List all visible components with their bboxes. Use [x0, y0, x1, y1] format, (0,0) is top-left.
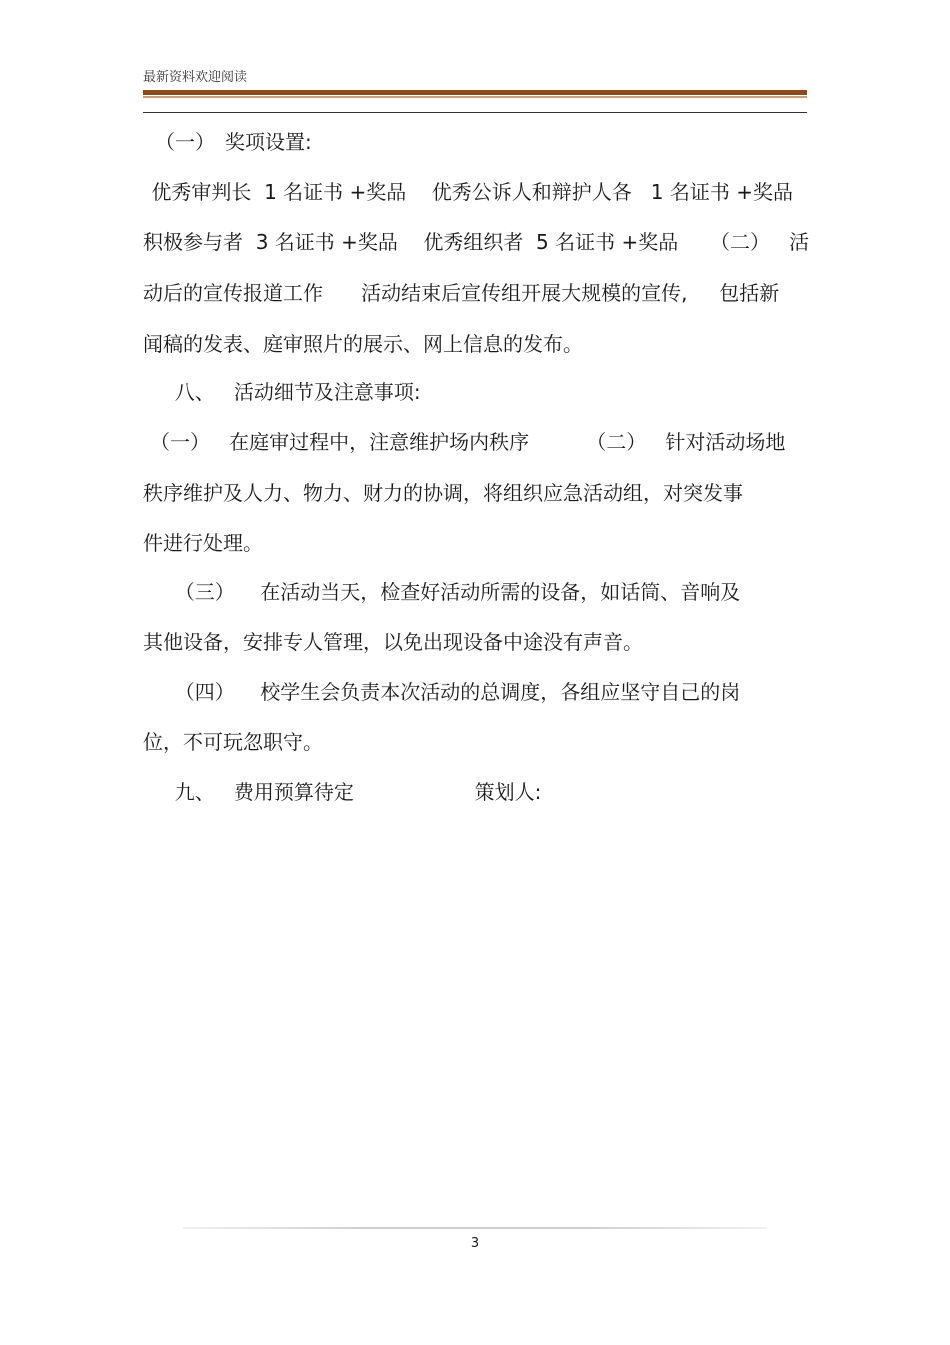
section-line-7: （一） 在庭审过程中，注意维护场内秩序 （二） 针对活动场地	[150, 430, 786, 454]
header-rule-thin	[143, 112, 807, 113]
page-number: 3	[470, 1236, 480, 1251]
section-line-12: （四） 校学生会负责本次活动的总调度，各组应坚守自己的岗	[143, 680, 741, 704]
section-line-3: 积极参与者 3 名证书 +奖品 优秀组织者 5 名证书 +奖品 （二） 活	[143, 230, 810, 254]
header-rule-thick	[143, 90, 807, 95]
section-line-5: 闻稿的发表、庭审照片的展示、网上信息的发布。	[143, 332, 583, 356]
header-rule-mid	[143, 96, 807, 98]
header-text: 最新资料欢迎阅读	[143, 70, 248, 85]
section-line-1: （一） 奖项设置:	[155, 130, 312, 154]
section-line-13: 位，不可玩忽职守。	[143, 730, 323, 754]
section-line-10: （三） 在活动当天，检查好活动所需的设备，如话筒、音响及	[143, 580, 741, 604]
section-line-6: 八、 活动细节及注意事项:	[143, 380, 421, 404]
section-line-14: 九、 费用预算待定 策划人:	[143, 780, 542, 804]
section-line-4: 动后的宣传报道工作 活动结束后宣传组开展大规模的宣传, 包括新	[143, 281, 780, 305]
section-line-9: 件进行处理。	[143, 531, 263, 555]
footer-rule	[183, 1227, 767, 1229]
section-line-8: 秩序维护及人力、物力、财力的协调，将组织应急活动组，对突发事	[143, 481, 743, 505]
section-line-11: 其他设备，安排专人管理，以免出现设备中途没有声音。	[143, 630, 643, 654]
section-line-2: 优秀审判长 1 名证书 +奖品 优秀公诉人和辩护人各 1 名证书 +奖品	[145, 180, 793, 204]
